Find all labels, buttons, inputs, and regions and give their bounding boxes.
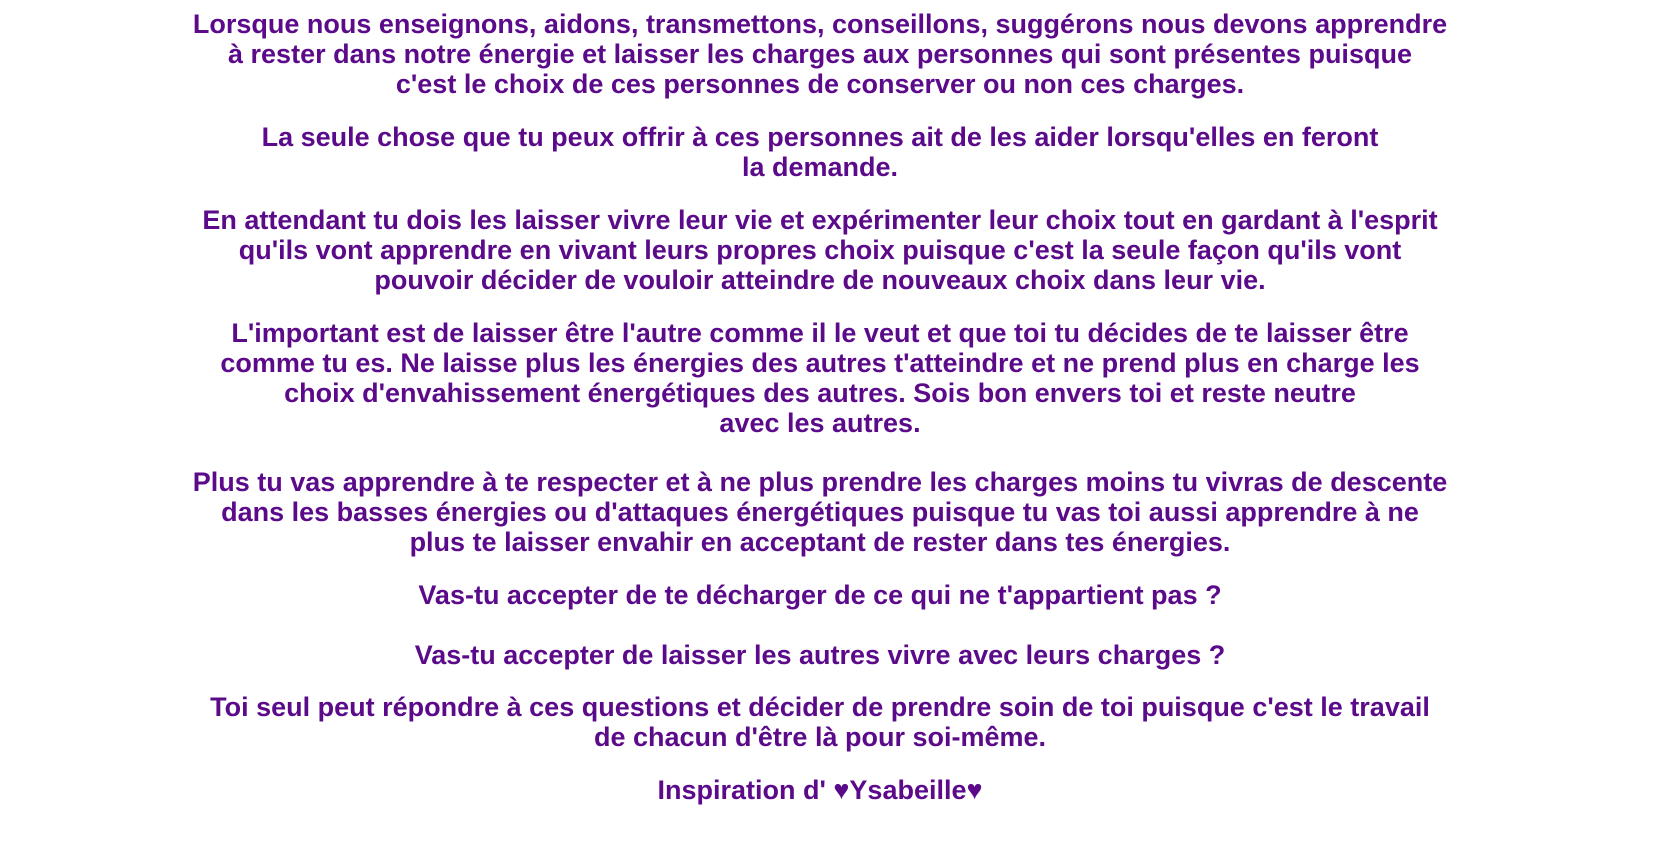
paragraph-4-line-1: L'important est de laisser être l'autre comme il le veut et que toi tu décides de te laisser être <box>231 318 1409 348</box>
paragraph-2-line-1: La seule chose que tu peux offrir à ces personnes ait de les aider lorsqu'elles en feront <box>261 122 1379 152</box>
question-2: Vas-tu accepter de laisser les autres vivre avec leurs charges ? <box>414 640 1226 670</box>
paragraph-5-line-1: Plus tu vas apprendre à te respecter et à ne plus prendre les charges moins tu vivras de descente <box>192 467 1448 497</box>
paragraph-5-line-3: plus te laisser envahir en acceptant de rester dans tes énergies. <box>409 527 1231 557</box>
paragraph-1-line-1: Lorsque nous enseignons, aidons, transmettons, conseillons, suggérons nous devons apprendre <box>192 9 1448 39</box>
question-1: Vas-tu accepter de te décharger de ce qui ne t'appartient pas ? <box>418 580 1222 610</box>
paragraph-3-line-1: En attendant tu dois les laisser vivre leur vie et expérimenter leur choix tout en gardant à l'esprit <box>202 205 1438 235</box>
paragraph-2-line-2: la demande. <box>741 152 899 182</box>
paragraph-1-line-2: à rester dans notre énergie et laisser les charges aux personnes qui sont présentes puisque <box>228 39 1412 69</box>
paragraph-4-line-2: comme tu es. Ne laisse plus les énergies des autres t'atteindre et ne prend plus en charge les <box>220 348 1420 378</box>
paragraph-3-line-2: qu'ils vont apprendre en vivant leurs propres choix puisque c'est la seule façon qu'ils vont <box>238 235 1402 265</box>
paragraph-8-line-2: de chacun d'être là pour soi-même. <box>593 722 1047 752</box>
paragraph-5-line-2: dans les basses énergies ou d'attaques énergétiques puisque tu vas toi aussi apprendre à ne <box>221 497 1419 527</box>
paragraph-3-line-3: pouvoir décider de vouloir atteindre de nouveaux choix dans leur vie. <box>374 265 1266 295</box>
paragraph-8-line-1: Toi seul peut répondre à ces questions et décider de prendre soin de toi puisque c'est le travail <box>210 692 1430 722</box>
paragraph-4-line-4: avec les autres. <box>719 408 921 438</box>
paragraph-4-line-3: choix d'envahissement énergétiques des autres. Sois bon envers toi et reste neutre <box>284 378 1356 408</box>
paragraph-1-line-3: c'est le choix de ces personnes de conserver ou non ces charges. <box>395 69 1245 99</box>
signature: Inspiration d' ♥Ysabeille♥ <box>657 775 983 805</box>
